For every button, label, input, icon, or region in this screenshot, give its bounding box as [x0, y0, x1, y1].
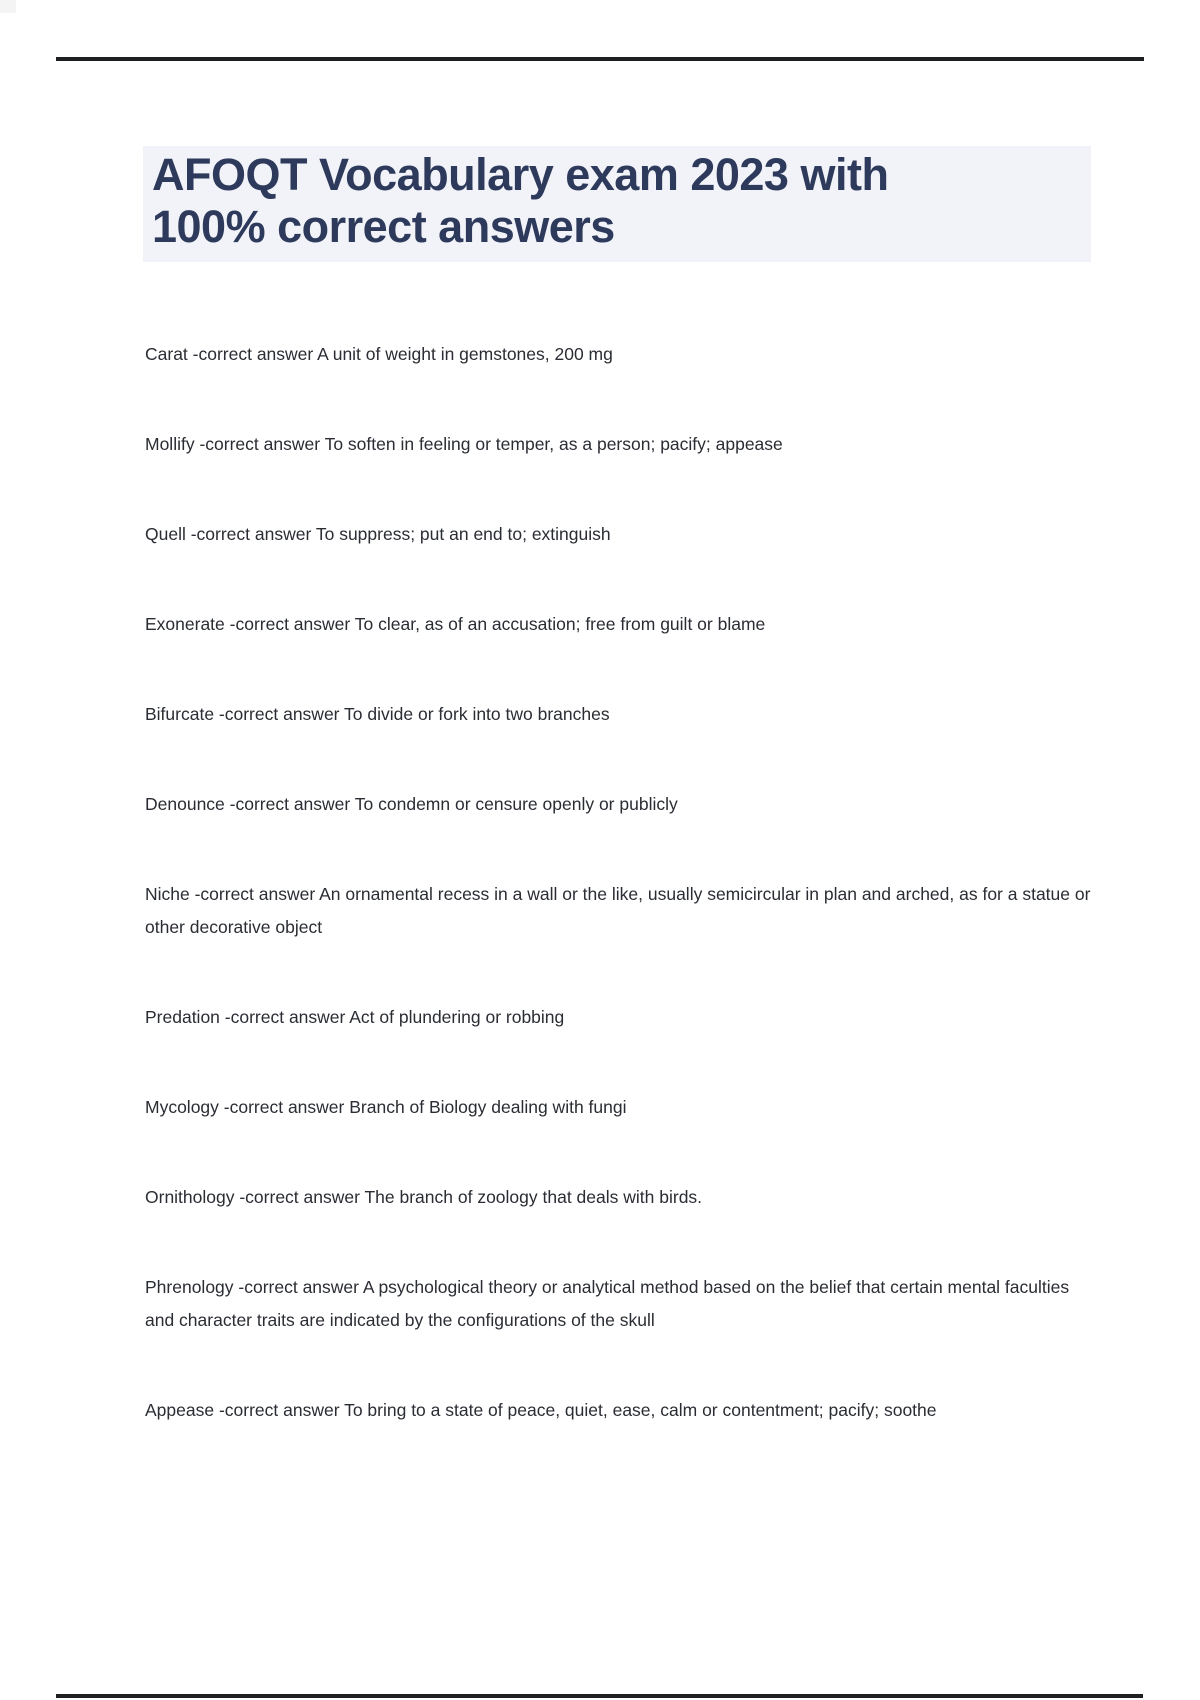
- title-highlight: [143, 146, 1091, 262]
- vocab-entry: Carat -correct answer A unit of weight in gemstones, 200 mg: [145, 344, 613, 364]
- vocab-entry: Phrenology -correct answer A psychological theory or analytical method based on the belief that certain mental faculties and character traits are indicated by the configurations of the skull: [145, 1277, 1070, 1330]
- vocab-entry: Bifurcate -correct answer To divide or fork into two branches: [145, 704, 610, 724]
- vocab-entry: Predation -correct answer Act of plundering or robbing: [145, 1007, 565, 1027]
- vocab-entry: Mycology -correct answer Branch of Biology dealing with fungi: [145, 1097, 627, 1117]
- top-rule: [56, 57, 1144, 61]
- vocab-entry: Exonerate -correct answer To clear, as of an accusation; free from guilt or blame: [145, 614, 766, 634]
- vocab-entry: Mollify -correct answer To soften in feeling or temper, as a person; pacify; appease: [145, 434, 783, 454]
- vocab-entry: Denounce -correct answer To condemn or censure openly or publicly: [145, 794, 678, 814]
- page-title-line-1: AFOQT Vocabulary exam 2023 with: [152, 149, 889, 200]
- page-title: [152, 149, 1081, 253]
- vocab-entry: Niche -correct answer An ornamental recess in a wall or the like, usually semicircular in plan and arched, as for a statue or other decorative object: [145, 884, 1091, 937]
- page-title-line-2: 100% correct answers: [152, 201, 615, 252]
- vocab-entry: Ornithology -correct answer The branch of zoology that deals with birds.: [145, 1187, 703, 1207]
- bottom-rule: [56, 1694, 1143, 1698]
- vocab-entry: Appease -correct answer To bring to a state of peace, quiet, ease, calm or contentment; pacify; soothe: [145, 1400, 937, 1420]
- vocab-entry: Quell -correct answer To suppress; put an end to; extinguish: [145, 524, 611, 544]
- vocab-list: [145, 338, 1093, 1484]
- page-corner-artifact: [0, 0, 16, 13]
